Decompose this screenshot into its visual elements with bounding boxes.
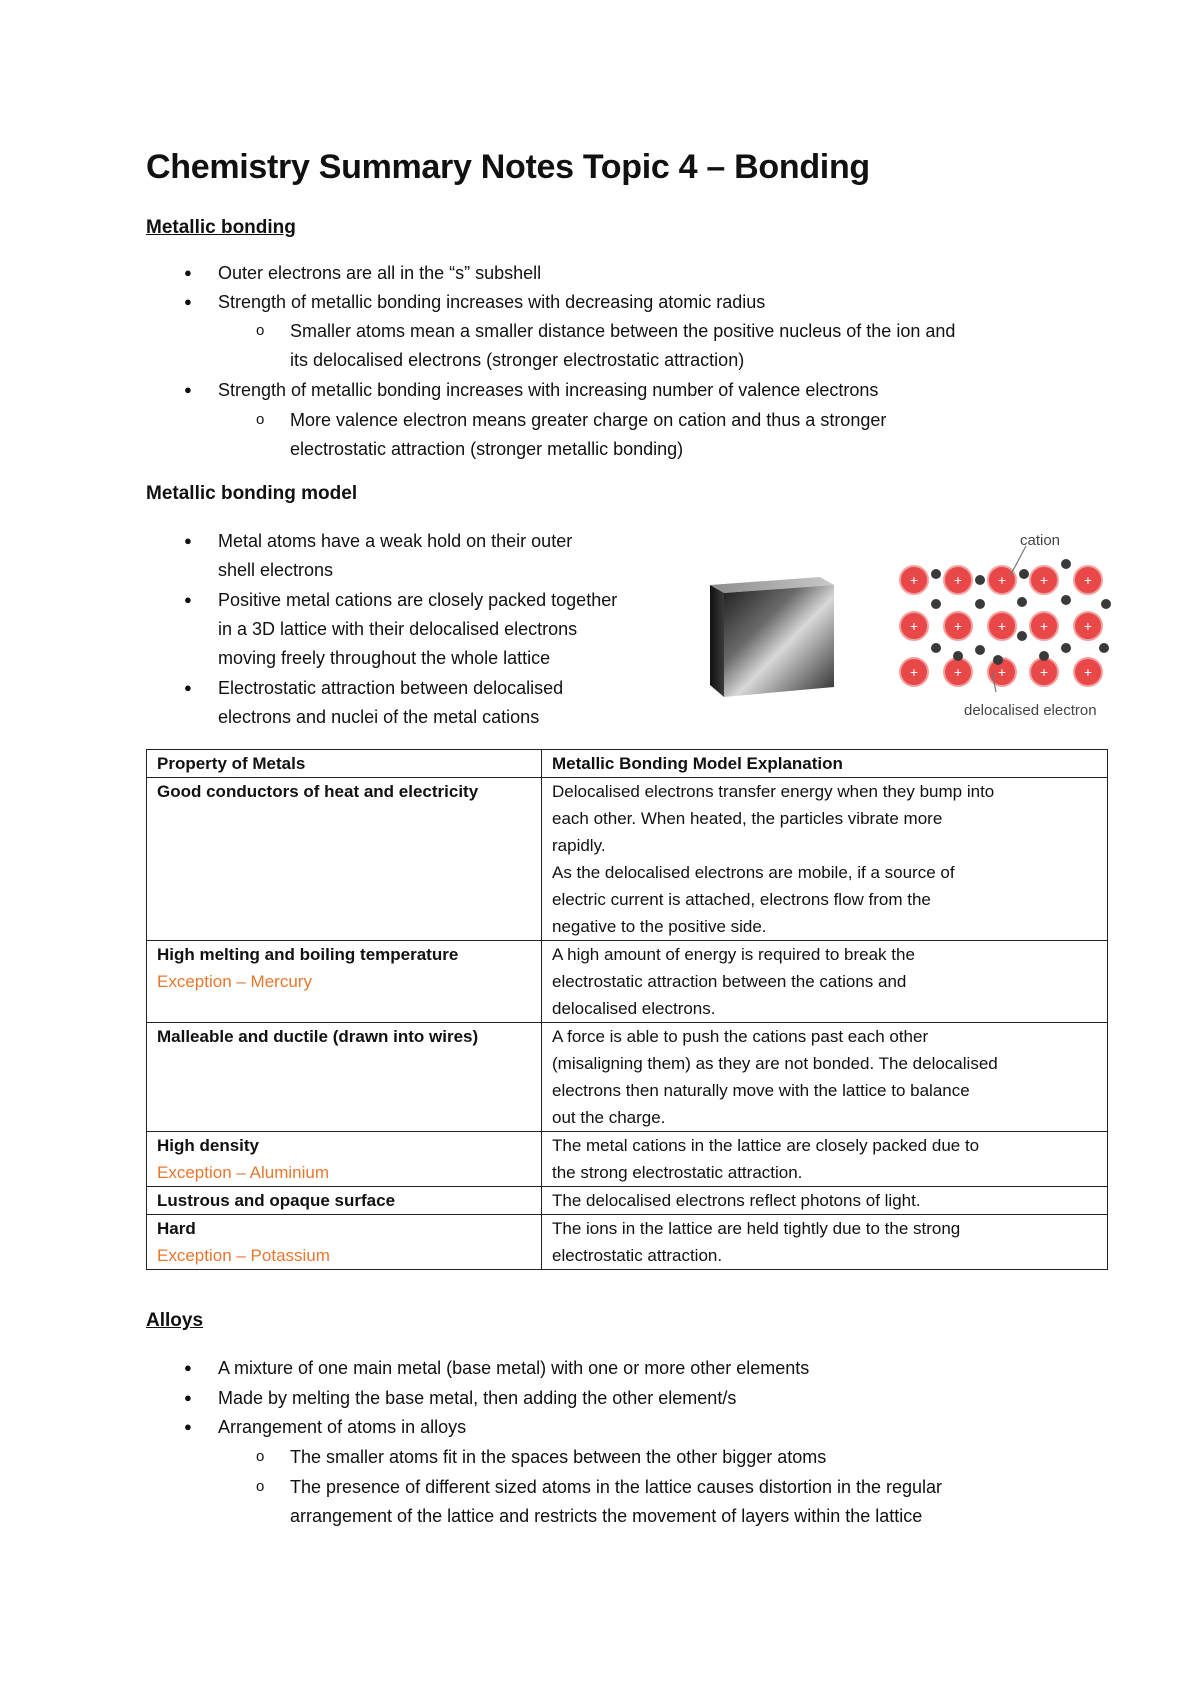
property-exception: Exception – Mercury bbox=[157, 972, 312, 991]
alloys-bullet-2: Made by melting the base metal, then adding the other element/s bbox=[218, 1388, 737, 1408]
delocalised-electron-label: delocalised electron bbox=[964, 702, 1097, 719]
alloys-bullet-1: A mixture of one main metal (base metal) with one or more other elements bbox=[218, 1358, 810, 1378]
electron-icon bbox=[1061, 643, 1071, 653]
explanation-line: The delocalised electrons reflect photons of light. bbox=[552, 1191, 921, 1210]
sub-bullet-icon: o bbox=[256, 1448, 265, 1465]
cation-charge-label: + bbox=[909, 572, 919, 588]
explanation-line: the strong electrostatic attraction. bbox=[552, 1163, 803, 1182]
property-name: Good conductors of heat and electricity bbox=[157, 782, 479, 801]
metallic-bullet-1: Outer electrons are all in the “s” subshell bbox=[218, 263, 542, 283]
alloys-sub-bullet-line: arrangement of the lattice and restricts the movement of layers within the lattice bbox=[290, 1506, 923, 1526]
electron-icon bbox=[1019, 569, 1029, 579]
electron-icon bbox=[975, 575, 985, 585]
property-name: High density bbox=[157, 1136, 260, 1155]
explanation-line: electrostatic attraction between the cations and bbox=[552, 972, 907, 991]
electron-icon bbox=[1017, 597, 1027, 607]
bullet-icon: ● bbox=[184, 592, 192, 607]
metallic-model-heading: Metallic bonding model bbox=[146, 483, 358, 504]
explanation-cell bbox=[542, 1187, 1108, 1215]
cation-charge-label: + bbox=[1083, 572, 1093, 588]
table-row bbox=[147, 941, 1108, 1023]
model-bullet-line: shell electrons bbox=[218, 560, 334, 580]
electron-icon bbox=[1101, 599, 1111, 609]
cation-charge-label: + bbox=[997, 572, 1007, 588]
model-bullet-line: Positive metal cations are closely packed together bbox=[218, 590, 618, 610]
electron-icon bbox=[1039, 651, 1049, 661]
sub-bullet-icon: o bbox=[256, 322, 265, 339]
bullet-icon: ● bbox=[184, 1390, 192, 1405]
cation-charge-label: + bbox=[1039, 618, 1049, 634]
metallic-sub-bullet-line: More valence electron means greater charge on cation and thus a stronger bbox=[290, 410, 887, 430]
explanation-line: The metal cations in the lattice are closely packed due to bbox=[552, 1136, 980, 1155]
sub-bullet-icon: o bbox=[256, 411, 265, 428]
bullet-icon: ● bbox=[184, 382, 192, 397]
alloys-heading: Alloys bbox=[146, 1310, 204, 1331]
sub-bullet-icon: o bbox=[256, 1478, 265, 1495]
table-header-row bbox=[147, 750, 1108, 778]
explanation-cell bbox=[542, 1023, 1108, 1132]
explanation-cell bbox=[542, 778, 1108, 941]
model-bullet-line: Electrostatic attraction between delocalised bbox=[218, 678, 564, 698]
explanation-cell bbox=[542, 941, 1108, 1023]
model-bullet-line: electrons and nuclei of the metal cations bbox=[218, 707, 540, 727]
cation-charge-label: + bbox=[1039, 664, 1049, 680]
table-row bbox=[147, 1132, 1108, 1187]
explanation-line: The ions in the lattice are held tightly due to the strong bbox=[552, 1219, 961, 1238]
alloys-sub-bullet-line: The smaller atoms fit in the spaces between the other bigger atoms bbox=[290, 1447, 827, 1467]
metallic-bonding-heading: Metallic bonding bbox=[146, 217, 296, 238]
metallic-sub-bullet-line: Smaller atoms mean a smaller distance between the positive nucleus of the ion and bbox=[290, 321, 956, 341]
cation-charge-label: + bbox=[997, 664, 1007, 680]
property-name: Malleable and ductile (drawn into wires) bbox=[157, 1027, 479, 1046]
electron-icon bbox=[1061, 559, 1071, 569]
table-row bbox=[147, 1215, 1108, 1270]
explanation-line: A force is able to push the cations past each other bbox=[552, 1027, 929, 1046]
model-bullet-line: Metal atoms have a weak hold on their outer bbox=[218, 531, 573, 551]
table-row bbox=[147, 1187, 1108, 1215]
cation-label: cation bbox=[1020, 532, 1061, 549]
model-bullet-line: moving freely throughout the whole lattice bbox=[218, 648, 551, 668]
explanation-cell bbox=[542, 1132, 1108, 1187]
property-name: High melting and boiling temperature bbox=[157, 945, 459, 964]
bullet-icon: ● bbox=[184, 1360, 192, 1375]
bullet-icon: ● bbox=[184, 1419, 192, 1434]
electron-icon bbox=[975, 645, 985, 655]
cation-charge-label: + bbox=[997, 618, 1007, 634]
explanation-line: electrons then naturally move with the lattice to balance bbox=[552, 1081, 970, 1100]
property-exception: Exception – Potassium bbox=[157, 1246, 330, 1265]
metal-properties-table bbox=[146, 749, 1108, 1270]
electron-icon bbox=[931, 569, 941, 579]
metallic-bullet-2: Strength of metallic bonding increases with decreasing atomic radius bbox=[218, 292, 766, 312]
metallic-sub-bullet-line: its delocalised electrons (stronger electrostatic attraction) bbox=[290, 350, 745, 370]
electron-icon bbox=[975, 599, 985, 609]
cation-charge-label: + bbox=[1083, 618, 1093, 634]
metal-cube-image bbox=[706, 575, 842, 701]
electron-icon bbox=[931, 599, 941, 609]
explanation-line: negative to the positive side. bbox=[552, 917, 767, 936]
cation-charge-label: + bbox=[1083, 664, 1093, 680]
cation-charge-label: + bbox=[953, 664, 963, 680]
table-header-explanation: Metallic Bonding Model Explanation bbox=[542, 750, 1108, 778]
model-bullet-line: in a 3D lattice with their delocalised electrons bbox=[218, 619, 578, 639]
electron-icon bbox=[993, 655, 1003, 665]
property-cell bbox=[147, 1132, 542, 1187]
bullet-icon: ● bbox=[184, 680, 192, 695]
page-title: Chemistry Summary Notes Topic 4 – Bonding bbox=[146, 148, 870, 186]
bullet-icon: ● bbox=[184, 294, 192, 309]
property-name: Hard bbox=[157, 1219, 196, 1238]
alloys-bullet-3: Arrangement of atoms in alloys bbox=[218, 1417, 467, 1437]
table-row bbox=[147, 778, 1108, 941]
metallic-bullet-3: Strength of metallic bonding increases with increasing number of valence electrons bbox=[218, 380, 879, 400]
property-cell bbox=[147, 941, 542, 1023]
property-cell bbox=[147, 1023, 542, 1132]
electron-icon bbox=[953, 651, 963, 661]
metallic-sub-bullet-line: electrostatic attraction (stronger metallic bonding) bbox=[290, 439, 684, 459]
metallic-lattice-diagram bbox=[898, 530, 1120, 725]
explanation-line: A high amount of energy is required to break the bbox=[552, 945, 915, 964]
electron-icon bbox=[1061, 595, 1071, 605]
explanation-line: As the delocalised electrons are mobile, if a source of bbox=[552, 863, 955, 882]
table-row bbox=[147, 1023, 1108, 1132]
explanation-line: (misaligning them) as they are not bonded. The delocalised bbox=[552, 1054, 998, 1073]
bullet-icon: ● bbox=[184, 533, 192, 548]
explanation-line: electric current is attached, electrons flow from the bbox=[552, 890, 931, 909]
explanation-line: electrostatic attraction. bbox=[552, 1246, 723, 1265]
explanation-cell bbox=[542, 1215, 1108, 1270]
explanation-line: Delocalised electrons transfer energy when they bump into bbox=[552, 782, 995, 801]
property-cell bbox=[147, 1187, 542, 1215]
property-cell bbox=[147, 778, 542, 941]
explanation-line: delocalised electrons. bbox=[552, 999, 716, 1018]
property-exception: Exception – Aluminium bbox=[157, 1163, 329, 1182]
electron-icon bbox=[1017, 631, 1027, 641]
electron-icon bbox=[931, 643, 941, 653]
explanation-line: each other. When heated, the particles vibrate more bbox=[552, 809, 943, 828]
cation-charge-label: + bbox=[909, 618, 919, 634]
property-cell bbox=[147, 1215, 542, 1270]
property-name: Lustrous and opaque surface bbox=[157, 1191, 396, 1210]
bullet-icon: ● bbox=[184, 265, 192, 280]
alloys-sub-bullet-line: The presence of different sized atoms in the lattice causes distortion in the regular bbox=[290, 1477, 943, 1497]
cation-charge-label: + bbox=[1039, 572, 1049, 588]
cation-charge-label: + bbox=[953, 618, 963, 634]
cation-charge-label: + bbox=[909, 664, 919, 680]
electron-icon bbox=[1099, 643, 1109, 653]
table-header-property: Property of Metals bbox=[147, 750, 542, 778]
cation-charge-label: + bbox=[953, 572, 963, 588]
explanation-line: out the charge. bbox=[552, 1108, 666, 1127]
explanation-line: rapidly. bbox=[552, 836, 606, 855]
